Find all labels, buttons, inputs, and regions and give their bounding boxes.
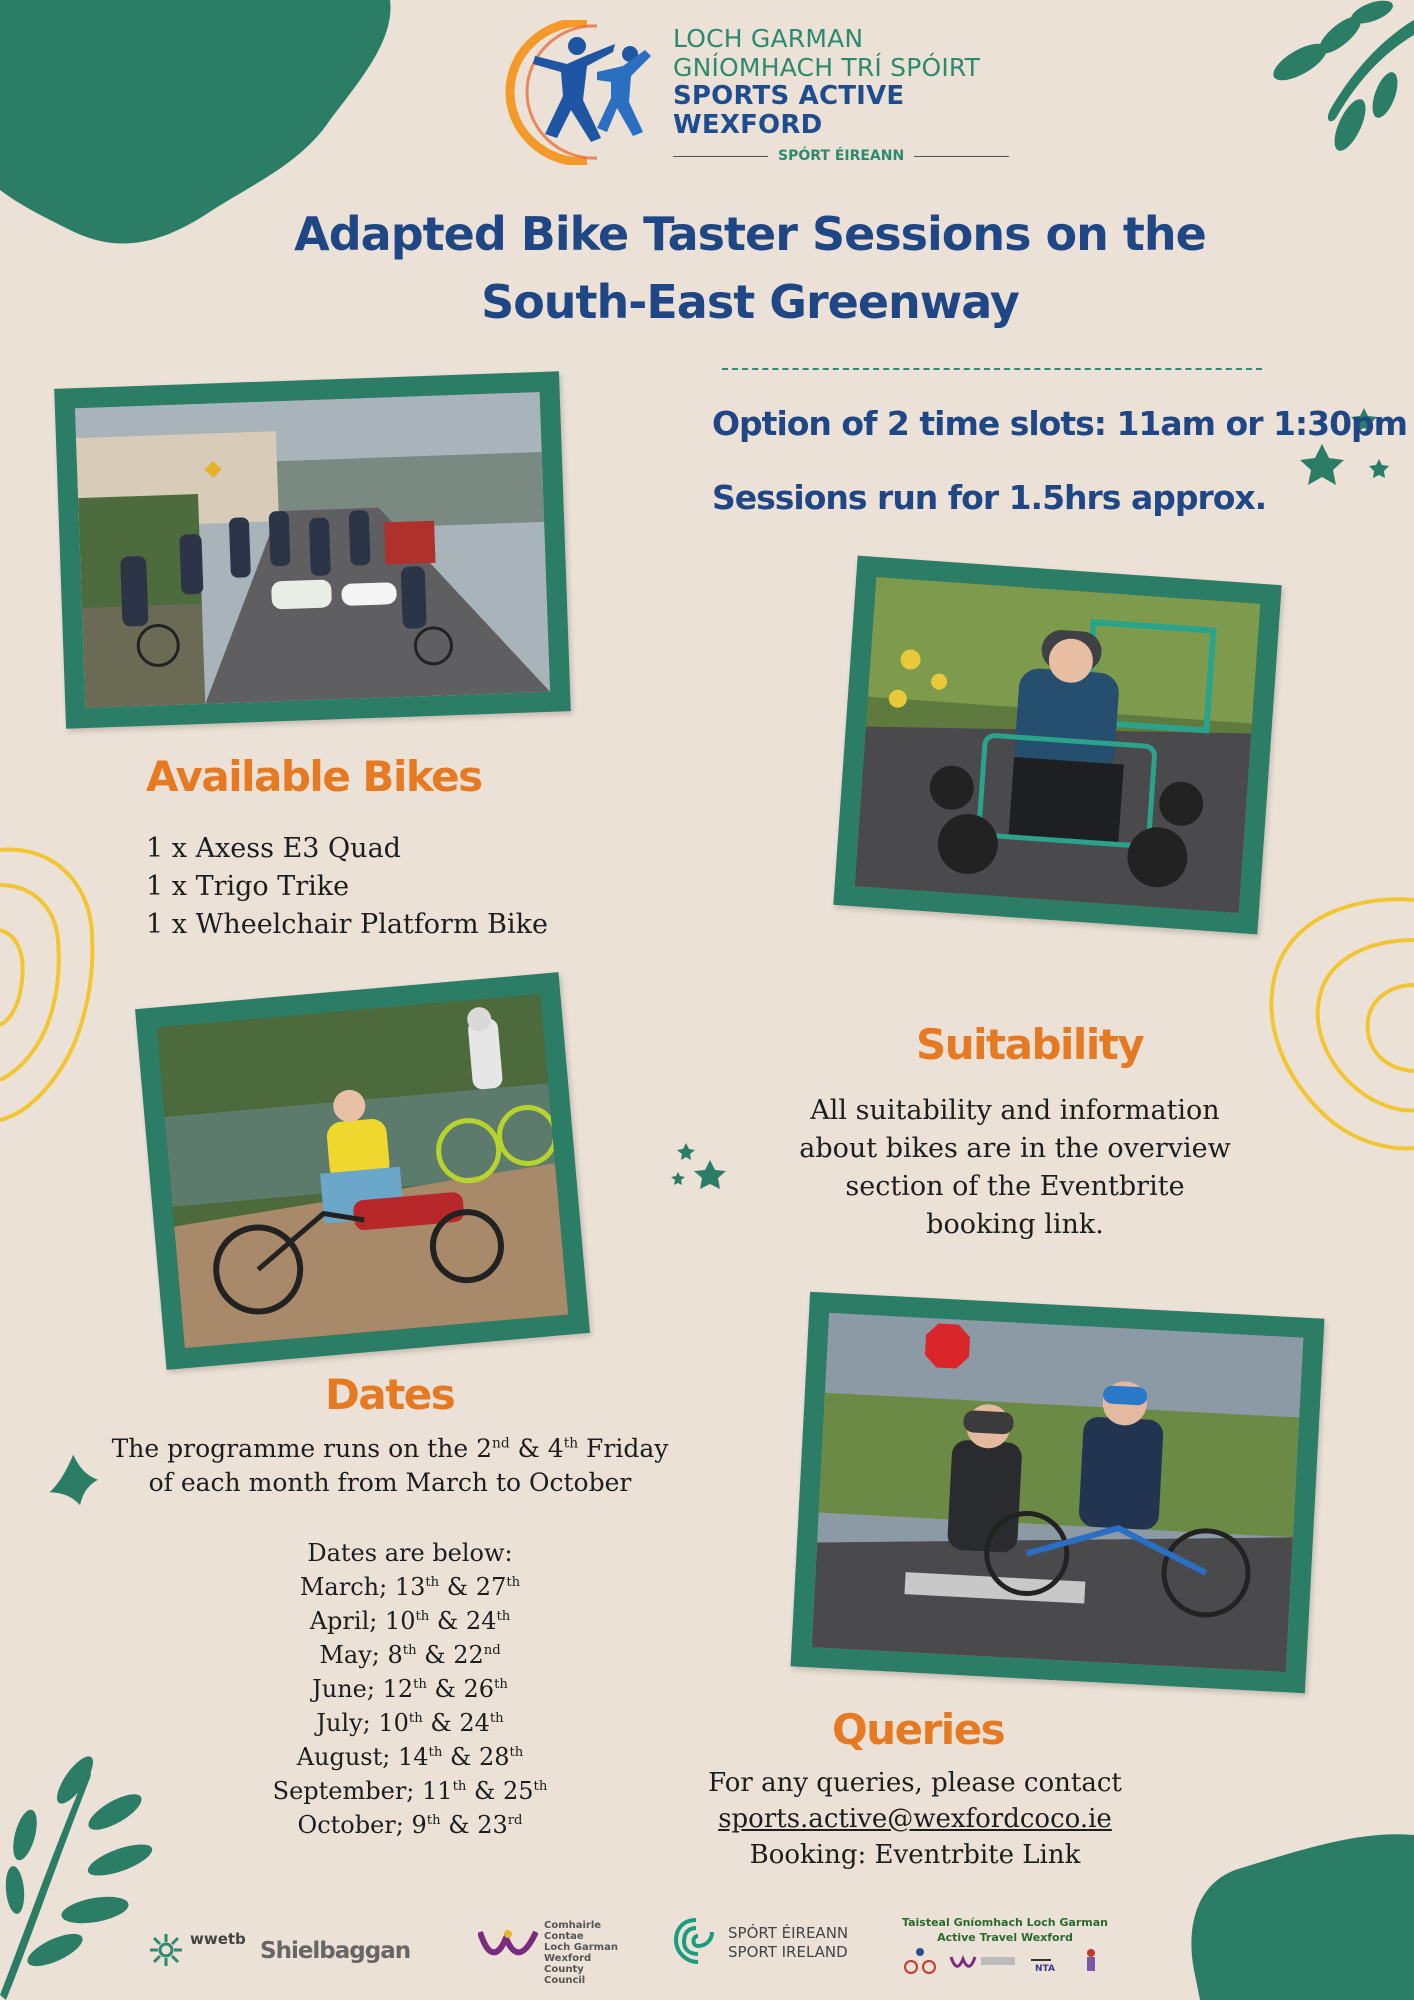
logo-subline bbox=[673, 148, 1013, 164]
star-cluster-middle bbox=[671, 1143, 726, 1189]
sports-active-wexford-logo bbox=[505, 20, 1005, 170]
suitability-heading: Suitability bbox=[916, 1020, 1144, 1069]
bike-item: 1 x Axess E3 Quad bbox=[146, 833, 401, 864]
sport-ireland-text: SPÓRT ÉIREANN SPORT IRELAND bbox=[728, 1924, 849, 1961]
dates-list-heading: Dates are below: bbox=[307, 1539, 513, 1567]
bike-item: 1 x Wheelchair Platform Bike bbox=[146, 909, 548, 940]
logo-line-4: WEXFORD bbox=[673, 110, 823, 140]
photo-group-greenway bbox=[54, 371, 571, 728]
right-contour-rings bbox=[1271, 899, 1414, 1148]
queries-line: For any queries, please contact bbox=[708, 1768, 1122, 1798]
suitability-line: booking link. bbox=[926, 1209, 1104, 1240]
active-travel-text: Taisteal Gníomhach Loch Garman Active Travel Wexford bbox=[902, 1916, 1108, 1944]
bottom-right-blob bbox=[1191, 1834, 1414, 2000]
available-bikes-heading: Available Bikes bbox=[146, 752, 482, 801]
wwetb-text: wwetb bbox=[190, 1930, 246, 1948]
queries-heading: Queries bbox=[832, 1705, 1005, 1754]
contact-email-link[interactable]: sports.active@wexfordcoco.ie bbox=[718, 1804, 1112, 1834]
date-row: October; 9th & 23rd bbox=[297, 1811, 523, 1839]
council-icon bbox=[478, 1928, 538, 1960]
suitability-text bbox=[760, 1092, 1270, 1244]
title-line-1: Adapted Bike Taster Sessions on the bbox=[294, 207, 1206, 261]
footer-logo-sport-ireland bbox=[672, 1914, 852, 1970]
date-row: August; 14th & 28th bbox=[296, 1743, 524, 1771]
bike-item: 1 x Trigo Trike bbox=[146, 871, 350, 902]
shielbaggan-text: Shielbaggan bbox=[260, 1938, 411, 1964]
photo-quad-bike bbox=[833, 556, 1281, 935]
logo-sub-text: SPÓRT ÉIREANN bbox=[778, 148, 905, 164]
active-travel-icons bbox=[901, 1947, 1111, 1975]
star-left bbox=[44, 1451, 102, 1510]
footer-logo-wexford-council bbox=[478, 1920, 628, 1986]
dates-intro bbox=[100, 1432, 680, 1500]
date-row: September; 11th & 25th bbox=[272, 1777, 548, 1805]
dashed-divider bbox=[722, 368, 1262, 370]
logo-line-3: SPORTS ACTIVE bbox=[673, 81, 905, 111]
dates-list bbox=[220, 1536, 600, 1842]
dates-intro-line-1: The programme runs on the 2nd & 4th Friday bbox=[111, 1434, 669, 1463]
sport-ireland-icon bbox=[672, 1916, 720, 1966]
date-row: July; 10th & 24th bbox=[316, 1709, 504, 1737]
quad-photo-image bbox=[855, 577, 1261, 913]
date-row: May; 8th & 22nd bbox=[319, 1641, 501, 1669]
nta-text: NTA bbox=[1035, 1964, 1055, 1974]
group-photo-image bbox=[75, 392, 550, 708]
bike-list bbox=[146, 830, 548, 944]
time-slots-text: Option of 2 time slots: 11am or 1:30pm bbox=[712, 404, 1408, 443]
suitability-line: about bikes are in the overview bbox=[799, 1133, 1231, 1164]
date-row: April; 10th & 24th bbox=[309, 1607, 511, 1635]
page-title bbox=[200, 200, 1300, 336]
photo-recumbent-trike bbox=[135, 972, 590, 1370]
top-right-leaves bbox=[1268, 0, 1414, 155]
suitability-line: section of the Eventbrite bbox=[845, 1171, 1185, 1202]
footer-logo-wwetb-shielbaggan bbox=[148, 1928, 438, 1972]
photo-platform-bike bbox=[791, 1292, 1325, 1693]
dates-intro-line-2: of each month from March to October bbox=[148, 1468, 632, 1497]
council-text: Comhairle Contae Loch Garman Wexford County Council bbox=[544, 1920, 618, 1986]
session-duration-text: Sessions run for 1.5hrs approx. bbox=[712, 478, 1267, 517]
title-line-2: South-East Greenway bbox=[481, 275, 1019, 329]
logo-line-2: GNÍOMHACH TRÍ SPÓIRT bbox=[673, 53, 981, 82]
platform-photo-image bbox=[812, 1313, 1304, 1672]
dates-heading: Dates bbox=[325, 1370, 455, 1419]
footer-logo-active-travel-wexford bbox=[895, 1915, 1115, 1975]
date-row: June; 12th & 26th bbox=[312, 1675, 508, 1703]
booking-link[interactable]: Booking: Eventrbite Link bbox=[749, 1840, 1081, 1870]
suitability-line: All suitability and information bbox=[810, 1095, 1220, 1126]
logo-figures-icon bbox=[505, 20, 670, 165]
queries-text bbox=[700, 1765, 1130, 1873]
logo-line-1: LOCH GARMAN bbox=[673, 24, 864, 53]
bottom-left-leaves bbox=[0, 1751, 156, 2000]
left-contour-rings bbox=[0, 850, 92, 1120]
date-row: March; 13th & 27th bbox=[299, 1573, 521, 1601]
wwetb-icon bbox=[148, 1932, 184, 1968]
trike-photo-image bbox=[157, 994, 569, 1348]
